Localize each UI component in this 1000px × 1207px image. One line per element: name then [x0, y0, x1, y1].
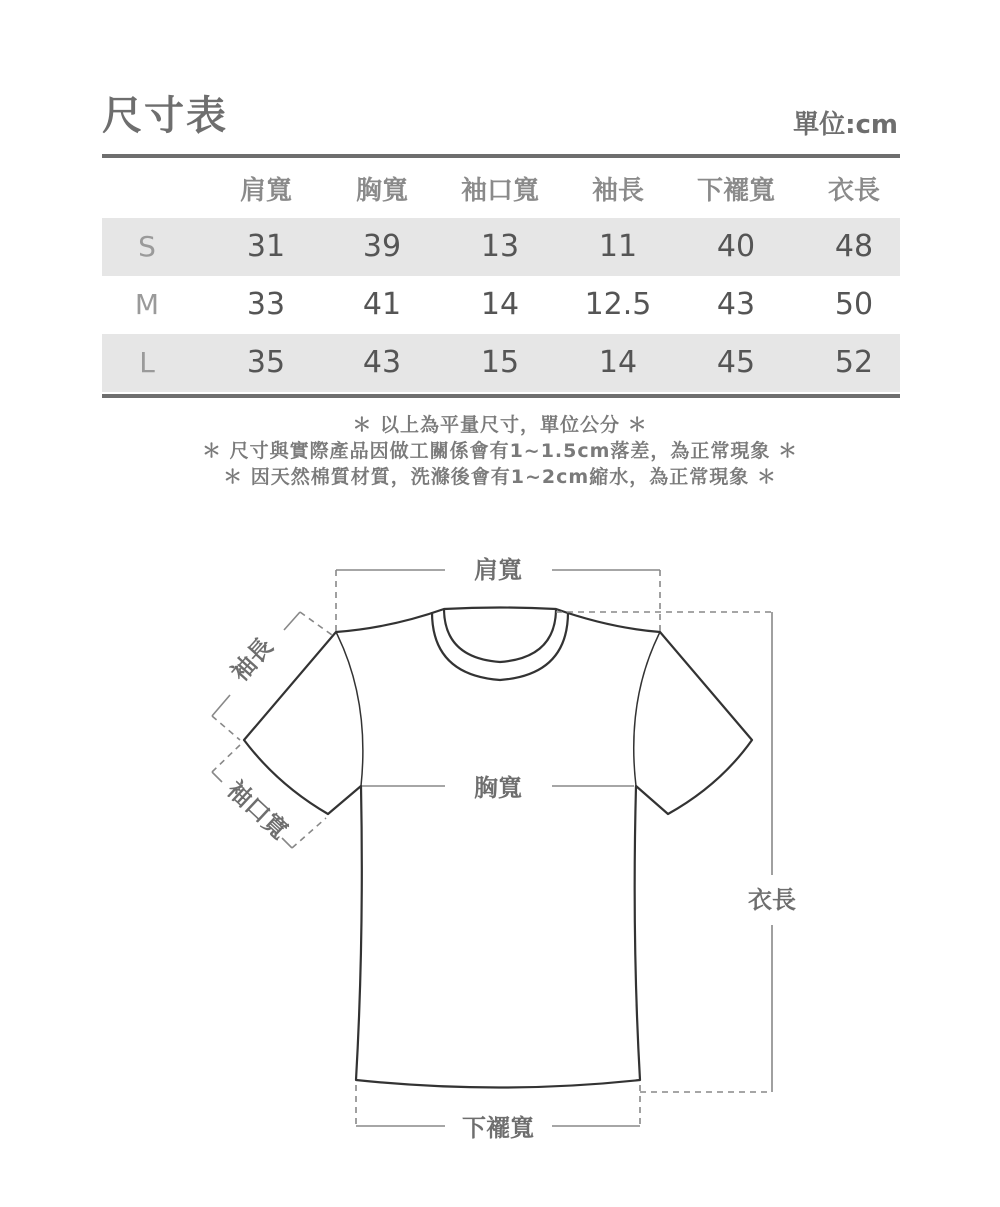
sleeve-length-measure — [212, 612, 332, 740]
table-cell: 15 — [480, 345, 520, 380]
sleeve-length-label: 袖長 — [225, 632, 279, 687]
table-row — [102, 276, 900, 334]
chest-label: 胸寬 — [474, 774, 522, 802]
tshirt-outline — [244, 608, 752, 1088]
table-cell: 14 — [480, 287, 520, 322]
table-row — [102, 334, 900, 392]
table-cell: 40 — [716, 229, 756, 264]
table-cell: 13 — [480, 229, 520, 264]
unit-label: 單位:cm — [793, 110, 898, 140]
length-label: 衣長 — [748, 886, 796, 914]
table-cell: 52 — [834, 345, 874, 380]
note-line: ＊ 因天然棉質材質，洗滌後會有1~2cm縮水，為正常現象 ＊ — [223, 466, 777, 488]
column-header: 肩寬 — [239, 176, 292, 206]
column-header: 衣長 — [827, 176, 880, 206]
column-header: 下襬寬 — [696, 176, 775, 206]
table-cell: 11 — [598, 229, 638, 264]
table-cell: 41 — [362, 287, 402, 322]
table-cell: 12.5 — [584, 287, 652, 322]
top-rule — [102, 154, 900, 158]
note-line: ＊ 尺寸與實際產品因做工關係會有1~1.5cm落差，為正常現象 ＊ — [201, 440, 799, 462]
table-cell: 33 — [246, 287, 286, 322]
table-cell: 35 — [246, 345, 286, 380]
column-header: 袖口寬 — [460, 176, 539, 206]
size-label: M — [134, 288, 160, 321]
shoulder-label: 肩寬 — [474, 556, 522, 584]
size-label: L — [139, 346, 155, 379]
cuff-label: 袖口寬 — [221, 775, 294, 845]
notes — [0, 412, 1000, 490]
table-cell: 48 — [834, 229, 874, 264]
table-cell: 45 — [716, 345, 756, 380]
length-measure — [556, 612, 772, 1092]
table-row — [102, 218, 900, 276]
note-line: ＊ 以上為平量尺寸，單位公分 ＊ — [352, 414, 648, 436]
size-label: S — [138, 230, 156, 263]
page-title: 尺寸表 — [102, 93, 228, 139]
table-cell: 50 — [834, 287, 874, 322]
tshirt-measurement-diagram — [0, 540, 1000, 1180]
column-header: 胸寬 — [355, 176, 408, 206]
bottom-rule — [102, 394, 900, 398]
table-header-row — [102, 160, 900, 218]
size-table — [102, 160, 900, 392]
table-cell: 43 — [362, 345, 402, 380]
hem-label: 下襬寬 — [462, 1114, 534, 1142]
table-cell: 39 — [362, 229, 402, 264]
table-cell: 31 — [246, 229, 286, 264]
table-cell: 43 — [716, 287, 756, 322]
column-header: 袖長 — [591, 176, 644, 206]
table-cell: 14 — [598, 345, 638, 380]
